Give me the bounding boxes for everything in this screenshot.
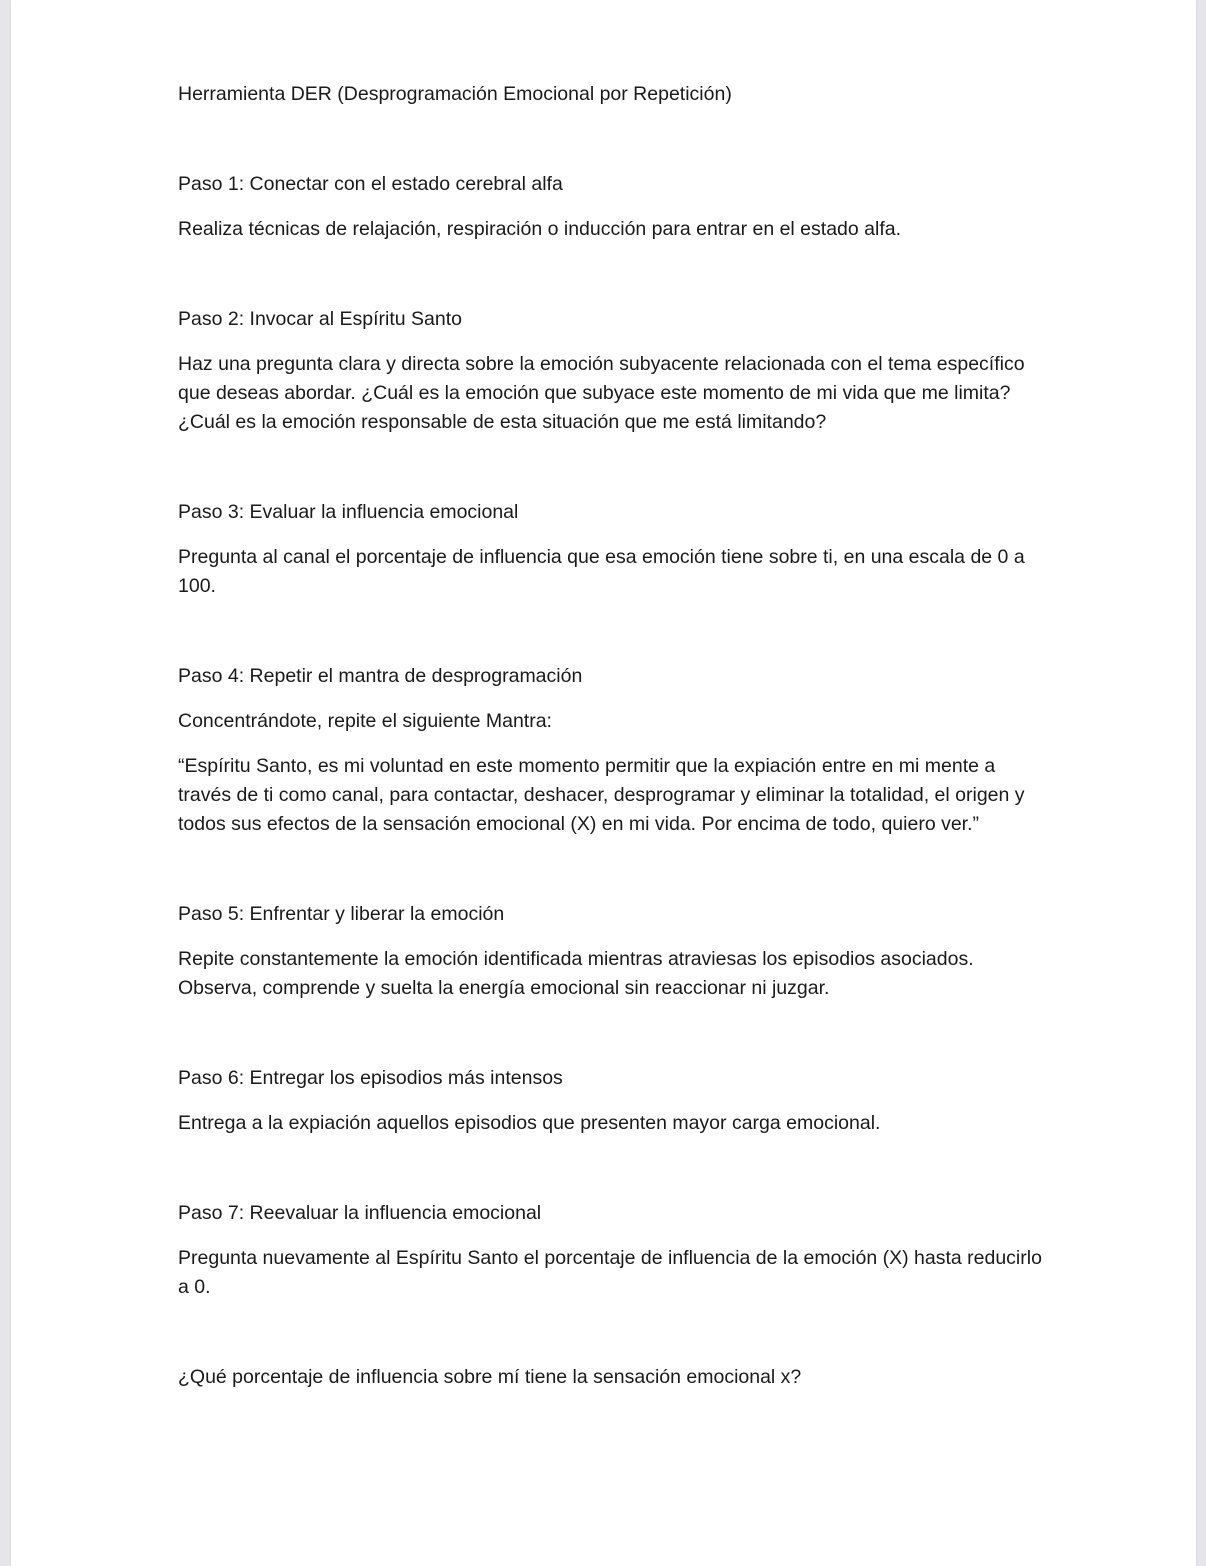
step-3	[178, 498, 1048, 601]
step-heading: Paso 7: Reevaluar la influencia emocional	[178, 1202, 542, 1224]
step-1	[178, 170, 1048, 244]
step-heading: Paso 6: Entregar los episodios más intensos	[178, 1067, 563, 1089]
step-paragraph: Entrega a la expiación aquellos episodios que presenten mayor carga emocional.	[178, 1112, 881, 1134]
document-content	[178, 80, 1048, 1392]
step-heading: Paso 4: Repetir el mantra de desprogramación	[178, 665, 583, 687]
step-7	[178, 1199, 1048, 1302]
step-6	[178, 1064, 1048, 1138]
document-page	[11, 0, 1196, 1566]
step-paragraph: Realiza técnicas de relajación, respiración o inducción para entrar en el estado alfa.	[178, 218, 902, 240]
document-title: Herramienta DER (Desprogramación Emocional por Repetición)	[178, 83, 732, 105]
step-2	[178, 305, 1048, 437]
step-4	[178, 662, 1048, 839]
step-heading: Paso 5: Enfrentar y liberar la emoción	[178, 903, 505, 925]
closing-question: ¿Qué porcentaje de influencia sobre mí tiene la sensación emocional x?	[178, 1366, 802, 1388]
step-paragraph: Repite constantemente la emoción identificada mientras atraviesas los episodios asociados. Observa, comprende y suelta la energía emocional sin reaccionar ni juzgar.	[178, 948, 974, 999]
mantra-quote: “Espíritu Santo, es mi voluntad en este momento permitir que la expiación entre en mi mente a través de ti como canal, para contactar, deshacer, desprogramar y eliminar la totalidad, el origen y todos sus efectos de la sensación emocional (X) en mi vida. Por encima de todo, quiero ver.”	[178, 755, 1025, 835]
step-paragraph: Concentrándote, repite el siguiente Mantra:	[178, 710, 552, 732]
step-heading: Paso 1: Conectar con el estado cerebral alfa	[178, 173, 563, 195]
step-paragraph: Haz una pregunta clara y directa sobre la emoción subyacente relacionada con el tema específico que deseas abordar. ¿Cuál es la emoción que subyace este momento de mi vida que me limita? ¿Cuál es la emoción responsable de esta situación que me está limitando?	[178, 353, 1025, 433]
step-heading: Paso 2: Invocar al Espíritu Santo	[178, 308, 462, 330]
step-heading: Paso 3: Evaluar la influencia emocional	[178, 501, 519, 523]
step-paragraph: Pregunta al canal el porcentaje de influencia que esa emoción tiene sobre ti, en una escala de 0 a 100.	[178, 546, 1025, 597]
step-paragraph: Pregunta nuevamente al Espíritu Santo el porcentaje de influencia de la emoción (X) hasta reducirlo a 0.	[178, 1247, 1042, 1298]
step-5	[178, 900, 1048, 1003]
